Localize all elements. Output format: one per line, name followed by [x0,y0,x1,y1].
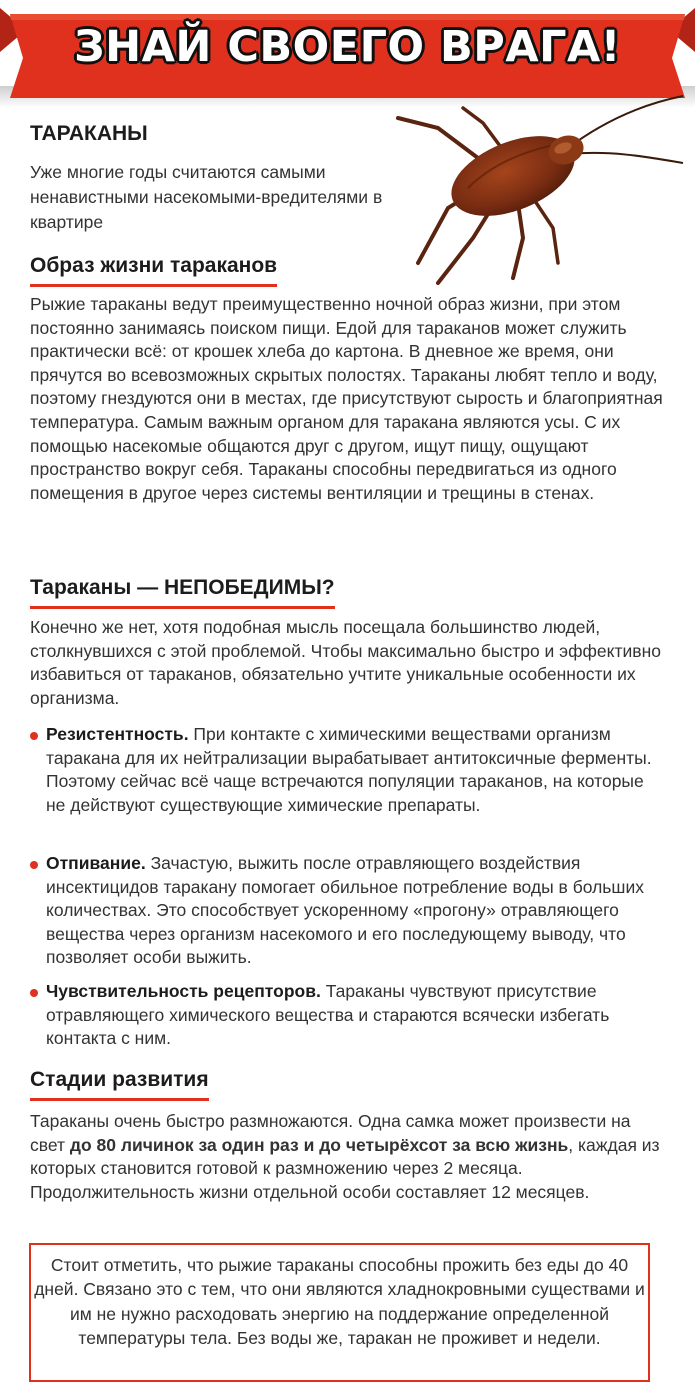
note-text: Стоит отметить, что рыжие тараканы способны прожить без еды до 40 дней. Связано это с тем, что они являются хладнокровными существами и им не нужно расходовать энергию на поддержание определенной температуры тела. Без воды же, таракан не проживет и недели. [34,1255,645,1348]
stages-text-bold: до 80 личинок за один раз и до четырёхсот за всю жизнь [69,1134,569,1155]
lifestyle-text: Рыжие тараканы ведут преимущественно ночной образ жизни, при этом постоянно занимаясь поиском пищи. Едой для тараканов может служить практически всё: от крошек хлеба до картона. В дневное же время, они прячутся во всевозможных скрытых полостях. Тараканы любят тепло и воду, поэтому гнездуются они в местах, где присутствуют сырость и благоприятная температура. Самым важным органом для таракана являются усы. С их помощью насекомые общаются друг с другом, ищут пищу, ощущают пространство вокруг себя. Тараканы способны передвигаться из одного помещения в другое через системы вентиляции и трещины в стенах. [30,294,663,503]
bullet-dot [30,861,38,869]
invincible-text: Конечно же нет, хотя подобная мысль посещала большинство людей, столкнувшихся с этой проблемой. Чтобы максимально быстро и эффективно избавиться от тараканов, обязательно учтите уникальные особенности их организма. [30,617,661,708]
bullet-text: При контакте с химическими веществами организм таракана для их нейтрализации вырабатывает антитоксичные ферменты. Поэтому сейчас всё чаще встречаются популяции тараканов, на которые не действуют существующие химические препараты. [46,724,652,815]
banner-title: ЗНАЙ СВОЕГО ВРАГА! [74,22,621,72]
section-invincible [30,576,335,609]
section-title-stages: Стадии развития [30,1068,209,1101]
stages-text [30,1110,668,1204]
intro-text: Уже многие годы считаются самыми ненавистными насекомыми-вредителями в квартире [30,162,383,232]
bullet-dot [30,732,38,740]
bullet-term: Чувствительность рецепторов. [46,981,321,1001]
section-stages [30,1068,209,1101]
section-title-invincible: Тараканы — НЕПОБЕДИМЫ? [30,576,335,609]
stages-text-before: Тараканы очень быстро размножаются. Одна самка может произвести на свет [30,1111,631,1155]
stages-text-after: , каждая из которых становится готовой к размножению через 2 месяца. Продолжительность жизни отдельной особи составляет 12 месяцев. [30,1134,660,1202]
section-title-lifestyle: Образ жизни тараканов [30,254,277,287]
bullet-dot [30,989,38,997]
intro-title: ТАРАКАНЫ [30,122,148,145]
bullet-term: Резистентность. [46,724,189,744]
section-lifestyle [30,254,277,287]
note-box [29,1243,650,1382]
bullet-term: Отпивание. [46,853,146,873]
bullet-text: Тараканы чувствуют присутствие отравляющего химического вещества и стараются всячески избегать контакта с ним. [46,981,610,1049]
bullet-text: Зачастую, выжить после отравляющего воздействия инсектицидов таракану помогает обильное потребление воды в больших количествах. Это способствует ускоренному «прогону» отравляющего вещества через организм насекомого и его последующему выводу, что позволяет особи выжить. [46,853,644,968]
cockroach-illustration [378,88,688,288]
